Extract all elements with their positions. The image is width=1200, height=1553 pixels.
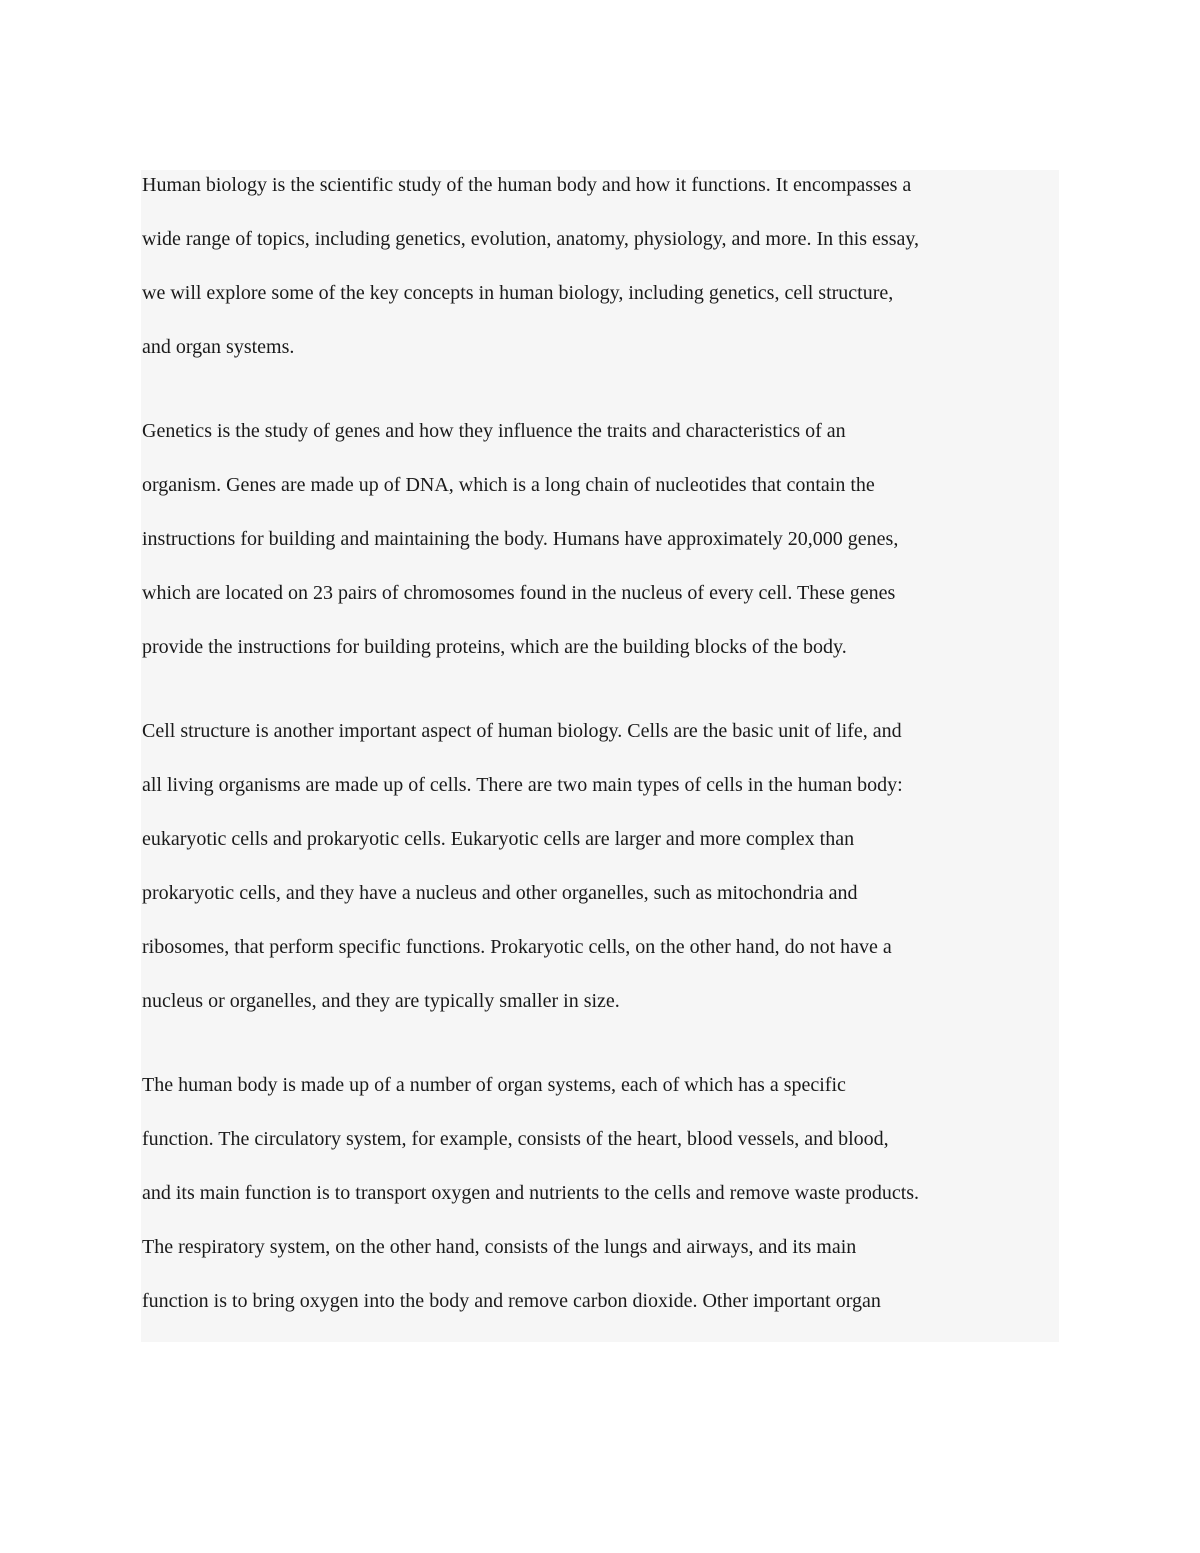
text-line: we will explore some of the key concepts in human biology, including genetics, cell structure, <box>142 282 894 304</box>
text-line: Cell structure is another important aspect of human biology. Cells are the basic unit of life, and <box>142 720 902 742</box>
text-line: prokaryotic cells, and they have a nucleus and other organelles, such as mitochondria and <box>142 882 858 904</box>
text-line: ribosomes, that perform specific functions. Prokaryotic cells, on the other hand, do not have a <box>142 936 892 958</box>
text-line: provide the instructions for building proteins, which are the building blocks of the body. <box>142 636 847 658</box>
text-line: instructions for building and maintaining the body. Humans have approximately 20,000 genes, <box>142 528 899 550</box>
text-line: all living organisms are made up of cells. There are two main types of cells in the human body: <box>142 774 903 796</box>
text-line: function is to bring oxygen into the body and remove carbon dioxide. Other important organ <box>142 1290 881 1312</box>
text-line: wide range of topics, including genetics, evolution, anatomy, physiology, and more. In this essay, <box>142 228 920 250</box>
essay-text-block <box>141 170 1059 1342</box>
text-line: and its main function is to transport oxygen and nutrients to the cells and remove waste products. <box>142 1182 920 1204</box>
text-line: Genetics is the study of genes and how they influence the traits and characteristics of an <box>142 420 846 442</box>
text-line: which are located on 23 pairs of chromosomes found in the nucleus of every cell. These genes <box>142 582 896 604</box>
text-line: organism. Genes are made up of DNA, which is a long chain of nucleotides that contain the <box>142 474 875 496</box>
text-line: The human body is made up of a number of organ systems, each of which has a specific <box>142 1074 846 1096</box>
text-line: Human biology is the scientific study of the human body and how it functions. It encompasses a <box>142 174 912 196</box>
text-line: nucleus or organelles, and they are typically smaller in size. <box>142 990 620 1012</box>
text-line: eukaryotic cells and prokaryotic cells. Eukaryotic cells are larger and more complex than <box>142 828 855 850</box>
text-line: function. The circulatory system, for example, consists of the heart, blood vessels, and blood, <box>142 1128 889 1150</box>
text-line: The respiratory system, on the other hand, consists of the lungs and airways, and its main <box>142 1236 857 1258</box>
text-line: and organ systems. <box>142 336 295 358</box>
